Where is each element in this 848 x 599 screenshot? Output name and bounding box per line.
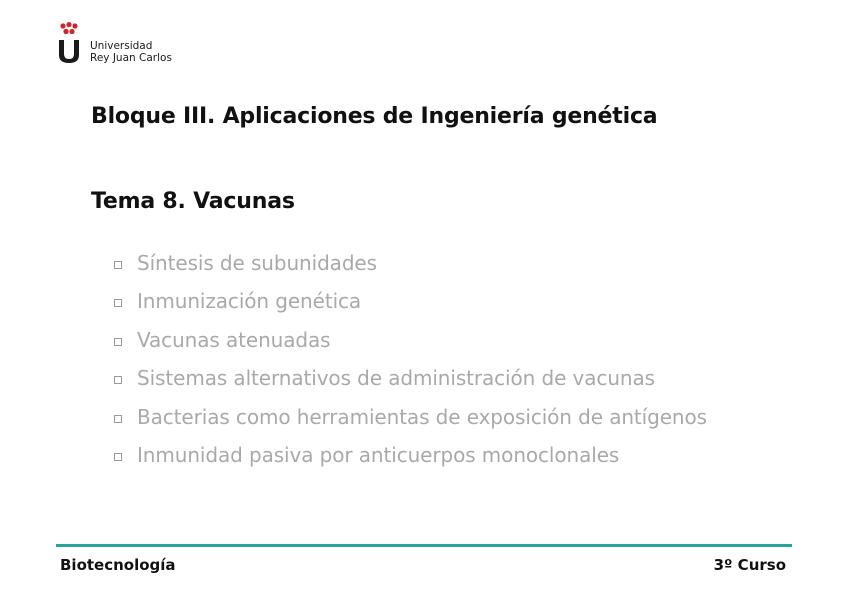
topic-title: Tema 8. Vacunas bbox=[91, 189, 295, 214]
topic-item bbox=[114, 327, 707, 365]
square-bullet-icon bbox=[114, 261, 122, 269]
topic-label: Inmunidad pasiva por anticuerpos monoclonales bbox=[137, 442, 620, 467]
topic-label: Vacunas atenuadas bbox=[137, 327, 331, 352]
topic-label: Síntesis de subunidades bbox=[137, 251, 377, 275]
topic-item bbox=[114, 365, 707, 403]
topic-list bbox=[114, 250, 707, 480]
topic-item bbox=[114, 404, 707, 442]
square-bullet-icon bbox=[114, 338, 122, 346]
topic-item bbox=[114, 442, 707, 480]
urjc-logo-icon bbox=[57, 22, 81, 64]
topic-label: Inmunización genética bbox=[137, 289, 362, 314]
topic-label: Sistemas alternativos de administración de vacunas bbox=[137, 366, 655, 391]
topic-label: Bacterias como herramientas de exposición de antígenos bbox=[137, 404, 707, 429]
square-bullet-icon bbox=[114, 453, 122, 461]
square-bullet-icon bbox=[114, 376, 122, 384]
footer-divider bbox=[56, 544, 792, 547]
footer-course: 3º Curso bbox=[713, 556, 786, 574]
logo-line-name: Rey Juan Carlos bbox=[90, 52, 172, 64]
topic-item bbox=[114, 250, 707, 288]
university-logo bbox=[57, 22, 187, 66]
logo-line-university: Universidad bbox=[90, 40, 153, 52]
block-title: Bloque III. Aplicaciones de Ingeniería genética bbox=[91, 104, 658, 129]
topic-item bbox=[114, 288, 707, 326]
footer-subject: Biotecnología bbox=[60, 556, 176, 574]
square-bullet-icon bbox=[114, 299, 122, 307]
square-bullet-icon bbox=[114, 415, 122, 423]
logo-text bbox=[90, 40, 172, 64]
